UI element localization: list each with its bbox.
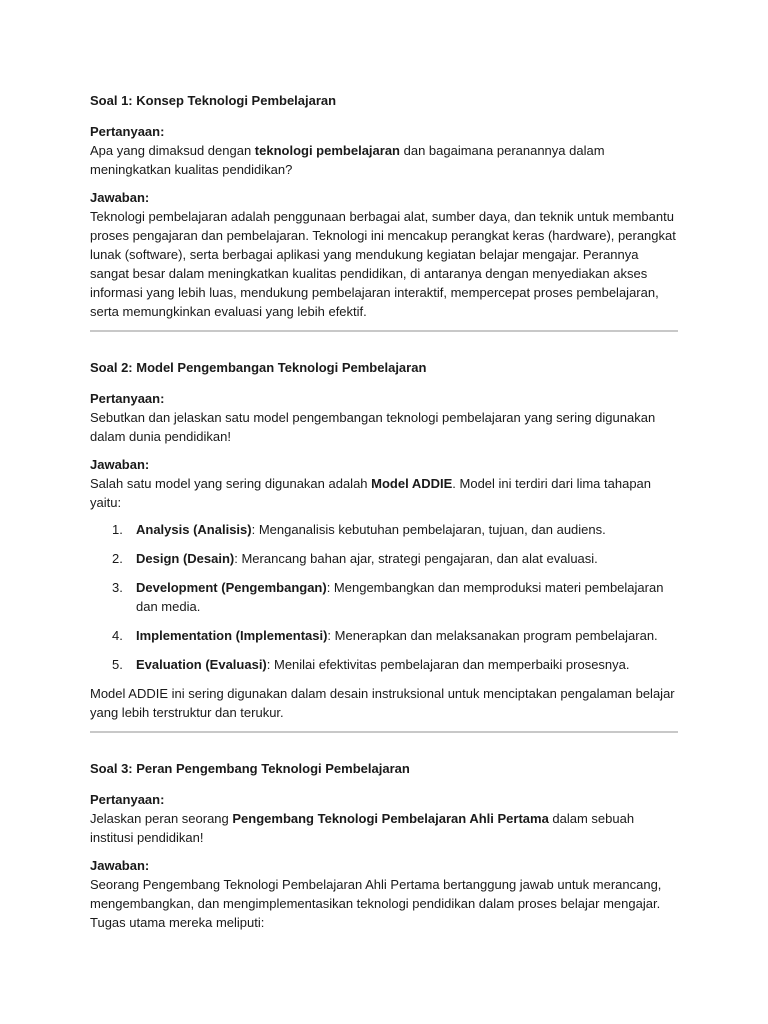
soal-1-question-post: dan bagaimana peranannya dalam meningkatkan kualitas pendidikan? bbox=[90, 143, 605, 177]
soal-3-question-bold: Pengembang Teknologi Pembelajaran Ahli Pertama bbox=[232, 811, 549, 826]
soal-1-answer: Teknologi pembelajaran adalah penggunaan berbagai alat, sumber daya, dan teknik untuk membantu proses pengajaran dan pembelajaran. Teknologi ini mencakup perangkat keras (hardware), perangkat lunak (software), serta berbagai aplikasi yang mendukung kegiatan belajar mengajar. Perannya sangat besar dalam meningkatkan kualitas pendidikan, di antaranya dengan menyediakan akses informasi yang lebih luas, mendukung pembelajaran interaktif, mempercepat proses pembelajaran, serta memungkinkan evaluasi yang lebih efektif. bbox=[90, 209, 676, 319]
soal-2-question-label: Pertanyaan: bbox=[90, 391, 165, 406]
list-item bbox=[90, 549, 678, 568]
list-item-term: Development (Pengembangan) bbox=[136, 580, 327, 595]
soal-3-question bbox=[90, 809, 678, 847]
soal-2-answer-pre: Salah satu model yang sering digunakan adalah bbox=[90, 476, 372, 491]
soal-2-section bbox=[90, 358, 678, 722]
soal-1-section bbox=[90, 91, 678, 321]
soal-3-question-label: Pertanyaan: bbox=[90, 792, 165, 807]
soal-3-answer: Seorang Pengembang Teknologi Pembelajaran Ahli Pertama bertanggung jawab untuk merancang, mengembangkan, dan mengimplementasikan teknologi pendidikan dalam proses belajar mengajar. Tugas utama mereka meliputi: bbox=[90, 877, 662, 930]
soal-2-title: Soal 2: Model Pengembangan Teknologi Pembelajaran bbox=[90, 360, 427, 375]
list-item-desc: : Merancang bahan ajar, strategi pengajaran, dan alat evaluasi. bbox=[234, 551, 598, 566]
list-item-number: 1. bbox=[112, 522, 123, 537]
soal-2-answer-bold: Model ADDIE bbox=[371, 476, 453, 491]
soal-1-question bbox=[90, 141, 678, 179]
list-item-number: 4. bbox=[112, 628, 123, 643]
list-item-term: Implementation (Implementasi) bbox=[136, 628, 328, 643]
soal-3-question-pre: Jelaskan peran seorang bbox=[90, 811, 233, 826]
soal-1-question-pre: Apa yang dimaksud dengan bbox=[90, 143, 255, 158]
soal-1-question-label: Pertanyaan: bbox=[90, 124, 165, 139]
soal-2-answer-label: Jawaban: bbox=[90, 457, 150, 472]
list-item-desc: : Menilai efektivitas pembelajaran dan memperbaiki prosesnya. bbox=[266, 657, 630, 672]
list-item bbox=[90, 578, 678, 616]
soal-3-answer-label: Jawaban: bbox=[90, 858, 150, 873]
list-item-term: Evaluation (Evaluasi) bbox=[136, 657, 267, 672]
section-divider bbox=[90, 731, 678, 733]
list-item bbox=[90, 520, 678, 539]
soal-2-answer-intro bbox=[90, 474, 678, 512]
list-item bbox=[90, 655, 678, 674]
list-item bbox=[90, 626, 678, 645]
section-divider bbox=[90, 330, 678, 332]
list-item-number: 5. bbox=[112, 657, 123, 672]
soal-2-question: Sebutkan dan jelaskan satu model pengembangan teknologi pembelajaran yang sering digunakan dalam dunia pendidikan! bbox=[90, 410, 656, 444]
soal-1-question-bold: teknologi pembelajaran bbox=[254, 143, 400, 158]
list-item-number: 3. bbox=[112, 580, 123, 595]
list-item-desc: : Mengembangkan dan memproduksi materi pembelajaran dan media. bbox=[136, 580, 664, 614]
soal-1-title: Soal 1: Konsep Teknologi Pembelajaran bbox=[90, 93, 337, 108]
list-item-desc: : Menganalisis kebutuhan pembelajaran, tujuan, dan audiens. bbox=[251, 522, 606, 537]
addie-steps-list bbox=[90, 520, 678, 674]
soal-3-question-post: dalam sebuah institusi pendidikan! bbox=[90, 811, 635, 845]
list-item-number: 2. bbox=[112, 551, 123, 566]
soal-2-closing: Model ADDIE ini sering digunakan dalam desain instruksional untuk menciptakan pengalaman belajar yang lebih terstruktur dan terukur. bbox=[90, 686, 675, 720]
list-item-desc: : Menerapkan dan melaksanakan program pembelajaran. bbox=[327, 628, 658, 643]
list-item-term: Design (Desain) bbox=[136, 551, 235, 566]
soal-2-answer-post: . Model ini terdiri dari lima tahapan yaitu: bbox=[90, 476, 652, 510]
list-item-term: Analysis (Analisis) bbox=[136, 522, 252, 537]
soal-3-section bbox=[90, 759, 678, 932]
soal-1-answer-label: Jawaban: bbox=[90, 190, 150, 205]
soal-3-title: Soal 3: Peran Pengembang Teknologi Pembelajaran bbox=[90, 761, 410, 776]
